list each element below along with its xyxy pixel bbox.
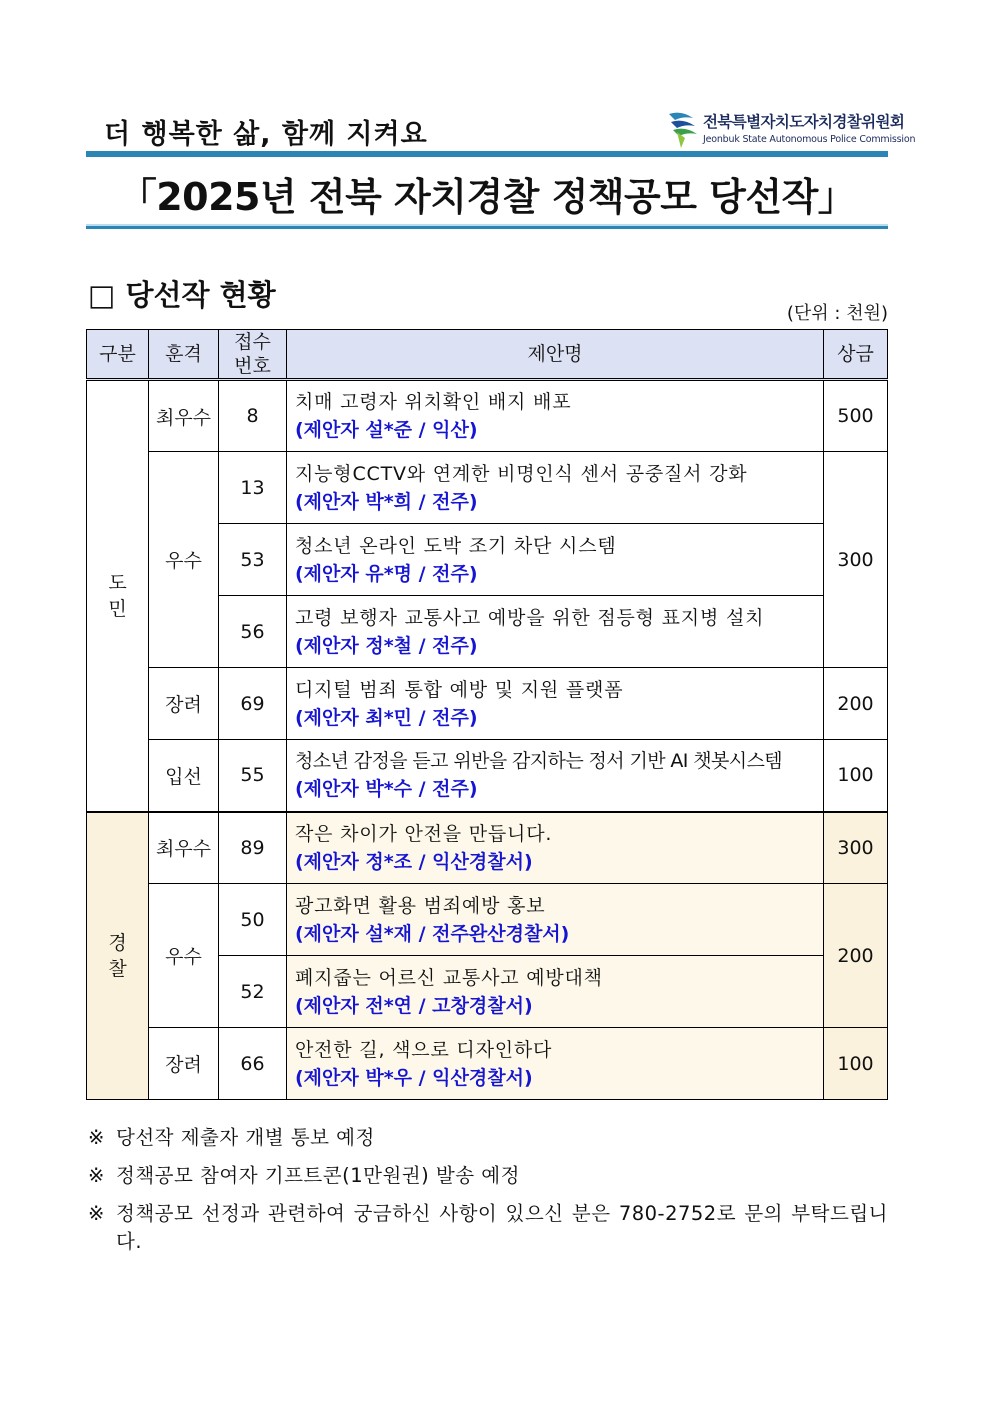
- proposal-cell: [287, 596, 824, 668]
- proposal-title: 디지털 범죄 통합 예방 및 지원 플랫폼: [295, 678, 624, 701]
- prize-cell: 300: [824, 812, 888, 884]
- note-text: 당선작 제출자 개별 통보 예정: [116, 1126, 375, 1149]
- note-item: [88, 1124, 888, 1152]
- proposal-cell: [287, 956, 824, 1028]
- proposal-cell: [287, 524, 824, 596]
- note-text: 정책공모 참여자 기프트콘(1만원권) 발송 예정: [116, 1164, 520, 1187]
- prize-cell: 200: [824, 884, 888, 1028]
- proposer: (제안자 정*철 / 전주): [295, 634, 478, 657]
- proposal-cell: [287, 668, 824, 740]
- proposer: (제안자 박*희 / 전주): [295, 490, 478, 513]
- proposal-title: 고령 보행자 교통사고 예방을 위한 점등형 표지병 설치: [295, 606, 765, 629]
- note-mark: ※: [88, 1164, 105, 1187]
- number-cell: 13: [219, 452, 287, 524]
- number-cell: 55: [219, 740, 287, 812]
- proposal-title: 청소년 온라인 도박 조기 차단 시스템: [295, 534, 617, 557]
- rank-cell: 입선: [149, 740, 219, 812]
- number-cell: 8: [219, 380, 287, 452]
- section-heading: □ 당선작 현황: [88, 278, 276, 312]
- unit-label: (단위 : 천원): [786, 303, 888, 324]
- note-mark: ※: [88, 1126, 105, 1149]
- prize-cell: 100: [824, 740, 888, 812]
- number-cell: 52: [219, 956, 287, 1028]
- prize-cell: 300: [824, 452, 888, 668]
- table-header-row: [87, 330, 888, 380]
- proposer: (제안자 설*재 / 전주완산경찰서): [295, 922, 570, 945]
- proposer: (제안자 박*우 / 익산경찰서): [295, 1066, 533, 1089]
- note-item: [88, 1200, 888, 1256]
- note-mark: ※: [88, 1202, 105, 1225]
- proposer: (제안자 정*조 / 익산경찰서): [295, 850, 533, 873]
- rank-cell: 최우수: [149, 380, 219, 452]
- table-row: [87, 1028, 888, 1100]
- table-row: [87, 884, 888, 956]
- notes: [88, 1124, 888, 1266]
- number-cell: 50: [219, 884, 287, 956]
- proposal-cell: [287, 740, 824, 812]
- number-cell: 56: [219, 596, 287, 668]
- table-row: [87, 740, 888, 812]
- proposer: (제안자 박*수 / 전주): [295, 778, 478, 801]
- proposal-title: 작은 차이가 안전을 만듭니다.: [295, 822, 553, 845]
- proposer: (제안자 최*민 / 전주): [295, 706, 478, 729]
- category-cell-police: 경 찰: [87, 812, 149, 1100]
- commission-logo-icon: [667, 108, 699, 150]
- number-cell: 69: [219, 668, 287, 740]
- header-prize: 상금: [824, 330, 888, 380]
- rank-cell: 장려: [149, 668, 219, 740]
- proposal-title: 폐지줍는 어르신 교통사고 예방대책: [295, 966, 603, 989]
- title-rule: [86, 224, 888, 229]
- prize-cell: 200: [824, 668, 888, 740]
- org-name-english: Jeonbuk State Autonomous Police Commission: [703, 134, 916, 145]
- note-text: 정책공모 선정과 관련하여 궁금하신 사항이 있으신 분은 780-2752로 문의 부탁드립니다.: [116, 1202, 888, 1253]
- proposal-title: 지능형CCTV와 연계한 비명인식 센서 공중질서 강화: [295, 462, 748, 485]
- table-row: [87, 452, 888, 524]
- number-cell: 66: [219, 1028, 287, 1100]
- proposal-title: 안전한 길, 색으로 디자인하다: [295, 1038, 553, 1061]
- proposal-title: 광고화면 활용 범죄예방 홍보: [295, 894, 546, 917]
- number-cell: 53: [219, 524, 287, 596]
- table-row: [87, 380, 888, 452]
- rank-cell: 우수: [149, 884, 219, 1028]
- proposal-cell: [287, 452, 824, 524]
- rank-cell: 최우수: [149, 812, 219, 884]
- proposal-cell: [287, 884, 824, 956]
- proposal-title: 청소년 감정을 듣고 위반을 감지하는 정서 기반 AI 챗봇시스템: [295, 750, 783, 773]
- slogan: 더 행복한 삶, 함께 지켜요: [104, 119, 428, 150]
- header-rule: [86, 151, 888, 157]
- note-item: [88, 1162, 888, 1190]
- prize-cell: 100: [824, 1028, 888, 1100]
- category-cell-citizen: 도 민: [87, 380, 149, 812]
- awards-table: [86, 329, 888, 1100]
- rank-cell: 장려: [149, 1028, 219, 1100]
- org-name: 전북특별자치도자치경찰위원회: [703, 113, 905, 131]
- table-row: [87, 668, 888, 740]
- proposal-cell: [287, 1028, 824, 1100]
- rank-cell: 우수: [149, 452, 219, 668]
- page-title: 「2025년 전북 자치경찰 정책공모 당선작」: [118, 175, 856, 219]
- proposer: (제안자 전*연 / 고창경찰서): [295, 994, 533, 1017]
- header-proposal: 제안명: [287, 330, 824, 380]
- table-row: [87, 812, 888, 884]
- prize-cell: 500: [824, 380, 888, 452]
- proposal-title: 치매 고령자 위치확인 배지 배포: [295, 391, 572, 413]
- proposer: (제안자 유*명 / 전주): [295, 562, 478, 585]
- header-category: 구분: [87, 330, 149, 380]
- header-rank: 훈격: [149, 330, 219, 380]
- org-logo: [667, 106, 916, 152]
- proposal-cell: [287, 380, 824, 452]
- proposal-cell: [287, 812, 824, 884]
- number-cell: 89: [219, 812, 287, 884]
- proposer: (제안자 설*준 / 익산): [295, 419, 478, 441]
- header-number: 접수 번호: [219, 330, 287, 380]
